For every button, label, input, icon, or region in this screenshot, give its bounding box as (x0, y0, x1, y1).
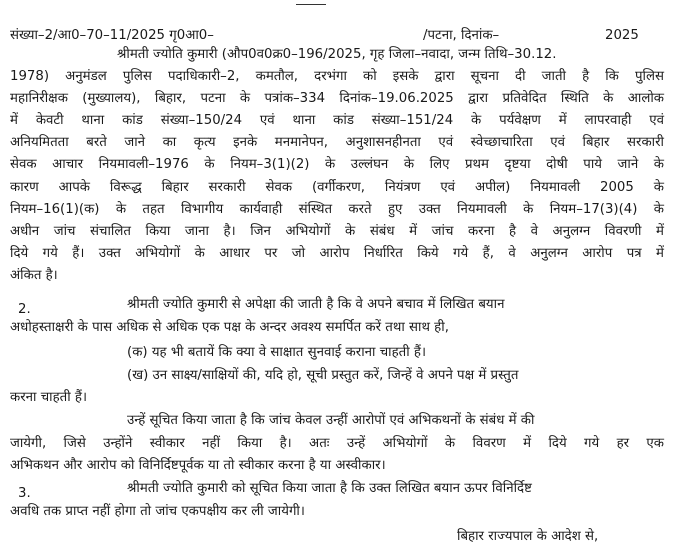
top-underline-mark (296, 0, 326, 5)
para3-line: श्रीमती ज्योति कुमारी को सूचित किया जाता है कि उक्त लिखित बयान ऊपर विनिर्दिष्ट (127, 481, 532, 496)
ref-number: संख्या–2/आ0–70–11/2025 गृ0आ0– (10, 28, 214, 43)
para1-line: में केवटी थाना कांड संख्या–150/24 एवं थाना कांड संख्या–151/24 के पर्यवेक्षण में लापरवाही एवं (10, 113, 664, 128)
ref-place-date: /पटना, दिनांक– (423, 28, 500, 43)
para1-line: महानिरीक्षक (मुख्यालय), बिहार, पटना के पत्रांक–334 दिनांक–19.06.2025 द्वारा प्रतिवेदित स्थिति के आलोक (10, 91, 664, 106)
para1-line: अनियमितता बरते जाने का कृत्य इनके मनमानेपन, अनुशासनहीनता एवं स्वेच्छाचारिता एवं बिहार सरकारी (10, 135, 664, 150)
para2-item-ka: (क) यह भी बतायें कि क्या वे साक्षात सुनवाई कराना चाहती हैं। (127, 345, 427, 360)
para2-item-kha-cont: करना चाहती हैं। (10, 390, 87, 405)
para1-line: 1978) अनुमंडल पुलिस पदाधिकारी–2, कमतौल, दरभंगा को इसके द्वारा सूचना दी जाती है कि पुलिस (10, 69, 664, 84)
signature-line: बिहार राज्यपाल के आदेश से, (457, 529, 599, 544)
para1-line: दिये गये हैं। उक्त अभियोगों के आधार पर जो आरोप निर्धारित किये गये हैं, वे अनुलग्न आरोप पत्र में (10, 246, 664, 261)
para1-line: अधीन जांच संचालित किया जाना है। जिन अभियोगों के संबंध में जांच करना है वे अनुलग्न विवरणी में (10, 224, 664, 239)
para1-line: सेवक आचार नियमावली–1976 के नियम–3(1)(2) के उल्लंघन के लिए प्रथम दृष्टया दोषी पाये जाने के (10, 157, 664, 172)
para2-item-kha: (ख) उन साक्ष्य/साक्षियों की, यदि हो, सूची प्रस्तुत करें, जिन्हें वे अपने पक्ष में प्रस्तुत (127, 368, 519, 383)
para2-notice-line: अभिकथन और आरोप को विनिर्दिष्टपूर्वक या तो स्वीकार करना है या अस्वीकार। (10, 458, 386, 473)
para1-line: अंकित है। (10, 268, 58, 283)
para1-line: श्रीमती ज्योति कुमारी (औप0व0क्र0–196/2025, गृह जिला–नवादा, जन्म तिथि–30.12. (117, 47, 557, 62)
para3-number: 3. (18, 486, 31, 501)
para2-notice-line: जायेगी, जिसे उन्होंने स्वीकार नहीं किया है। अतः उन्हें अभियोगों के विवरण में दिये गये हर एक (10, 436, 664, 451)
ref-year: 2025 (605, 28, 639, 43)
para2-number: 2. (18, 302, 31, 317)
para1-line: कारण आपके विरूद्ध बिहार सरकारी सेवक (वर्गीकरण, नियंत्रण एवं अपील) नियमावली 2005 के (10, 180, 664, 195)
para2-notice-line: उन्हें सूचित किया जाता है कि जांच केवल उन्हीं आरोपों एवं अभिकथनों के संबंध में की (127, 413, 535, 428)
para3-line: अवधि तक प्राप्त नहीं होगा तो जांच एकपक्षीय कर ली जायेगी। (10, 504, 305, 519)
para2-line: अधोहस्ताक्षरी के पास अधिक से अधिक एक पक्ष के अन्दर अवश्य समर्पित करें तथा साथ ही, (10, 320, 449, 335)
para1-line: नियम–16(1)(क) के तहत विभागीय कार्यवाही संस्थित करते हुए उक्त नियमावली के नियम–17(3)(4) के (10, 202, 664, 217)
para2-line: श्रीमती ज्योति कुमारी से अपेक्षा की जाती है कि वे अपने बचाव में लिखित बयान (127, 297, 505, 312)
